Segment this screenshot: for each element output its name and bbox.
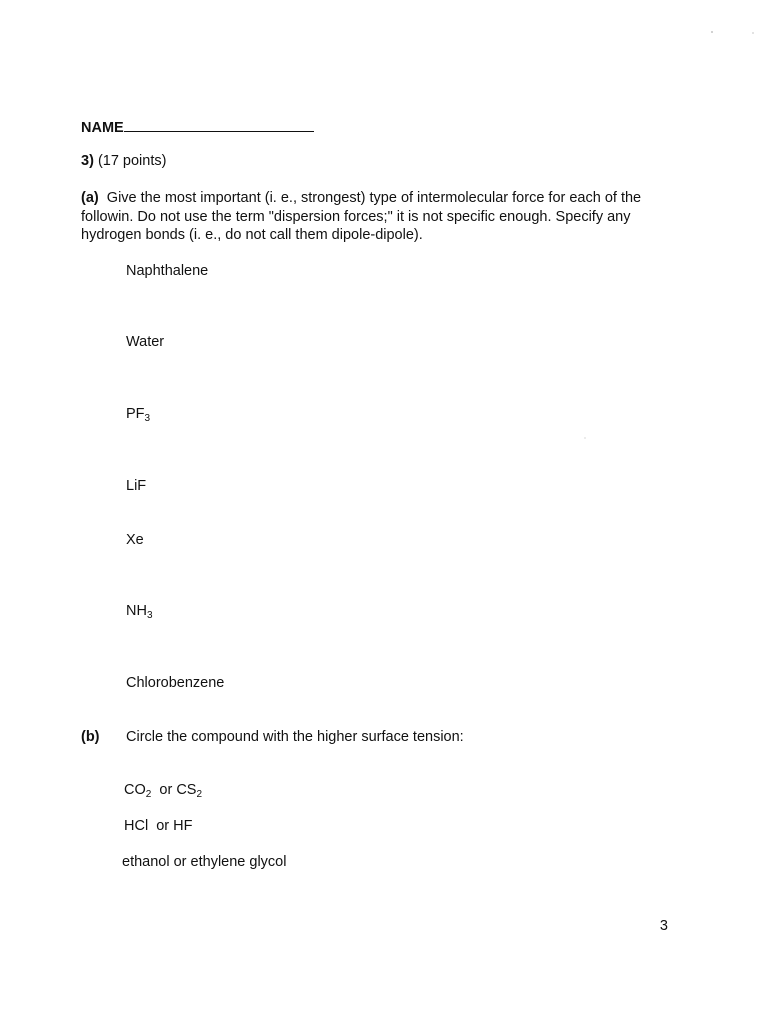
item-lif — [126, 478, 146, 494]
pair-option-a: CO — [124, 782, 146, 798]
item-text: Xe — [126, 532, 144, 548]
item-text: PF — [126, 406, 145, 422]
pair-option-b-subscript: 2 — [196, 789, 203, 800]
pair-hcl-hf — [124, 818, 193, 834]
pair-option-a: HCl — [124, 818, 149, 834]
part-b-label: (b) — [81, 729, 100, 745]
pair-co2-cs2 — [124, 782, 202, 798]
part-a-instructions-line2: followin. Do not use the term "dispersion forces;" it is not specific enough. Specify any — [81, 208, 631, 225]
item-text: NH — [126, 603, 147, 619]
item-water — [126, 334, 164, 350]
pair-option-b: HF — [173, 818, 193, 834]
item-text: Water — [126, 334, 165, 350]
pair-or: or — [159, 782, 173, 798]
question-heading — [81, 153, 166, 169]
scan-speck — [752, 32, 754, 34]
pair-or: or — [173, 854, 187, 870]
pair-or: or — [156, 818, 170, 834]
question-points: (17 points) — [97, 153, 167, 169]
item-xe — [126, 532, 144, 548]
pair-option-b: CS — [176, 782, 197, 798]
name-blank-line — [124, 117, 314, 132]
item-nh3 — [126, 603, 153, 619]
item-pf3 — [126, 406, 150, 422]
page-number: 3 — [659, 918, 668, 934]
part-a-instructions-line3: hydrogen bonds (i. e., do not call them dipole-dipole). — [81, 227, 423, 243]
item-text: Chlorobenzene — [126, 675, 225, 691]
item-text: LiF — [126, 478, 147, 494]
item-chlorobenzene — [126, 675, 224, 691]
part-a-label: (a) — [81, 190, 99, 206]
scan-speck — [584, 437, 586, 439]
item-subscript: 3 — [146, 610, 153, 621]
pair-option-a: ethanol — [122, 854, 170, 870]
part-a-instructions-line1: Give the most important (i. e., strongest) type of intermolecular force for each of the — [106, 190, 642, 206]
item-subscript: 3 — [144, 413, 151, 424]
name-label: NAME — [81, 120, 124, 136]
item-naphthalene — [126, 263, 208, 279]
question-number: 3) — [81, 153, 94, 169]
pair-ethanol-ethylene-glycol — [122, 854, 286, 870]
item-text: Naphthalene — [126, 263, 209, 279]
part-a-instructions — [81, 189, 681, 245]
pair-option-a-subscript: 2 — [145, 789, 152, 800]
part-b-instructions: Circle the compound with the higher surface tension: — [126, 729, 464, 745]
name-field — [81, 117, 314, 136]
scan-speck — [711, 31, 713, 33]
pair-option-b: ethylene glycol — [190, 854, 287, 870]
